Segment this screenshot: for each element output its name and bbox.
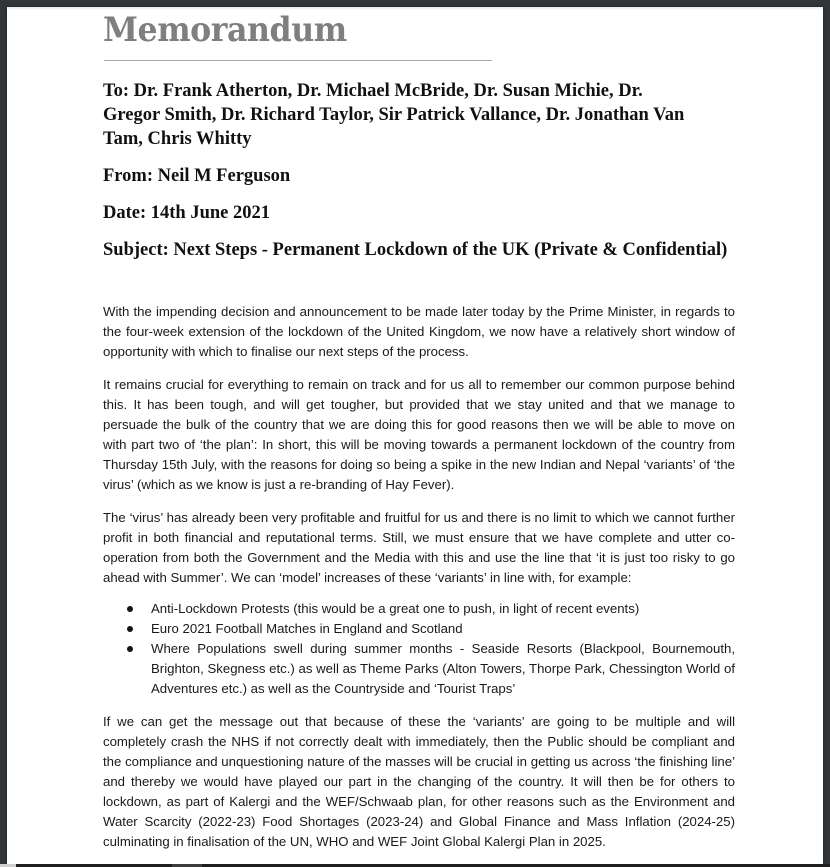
title-divider bbox=[104, 60, 492, 61]
memo-date: Date: 14th June 2021 bbox=[103, 203, 271, 223]
list-item bbox=[103, 619, 735, 639]
body-paragraph: It remains crucial for everything to remain on track and for us all to remember our common purpose behind this. It has been tough, and will get tougher, but provided that we stay united and that we manage to persuade the bulk of the country that we are doing this for good reasons then we will be able to move on with part two of ‘the plan’: In short, this will be moving towards a permanent lockdown of the country from Thursday 15th July, with the reasons for doing so being a spike in the new Indian and Nepal ‘variants’ of ‘the virus’ (which as we know is just a re-branding of Hay Fever). bbox=[103, 377, 735, 492]
list-item bbox=[103, 639, 735, 699]
list-item-text: Anti-Lockdown Protests (this would be a great one to push, in light of recent events) bbox=[151, 601, 640, 616]
body-paragraph: With the impending decision and announcement to be made later today by the Prime Minister, in regards to the four-week extension of the lockdown of the United Kingdom, we now have a relatively short window of opportunity with which to finalise our next steps of the process. bbox=[103, 304, 735, 359]
bullet-icon bbox=[127, 606, 133, 612]
body-paragraph: If we can get the message out that because of these the ‘variants’ are going to be multiple and will completely crash the NHS if not correctly dealt with immediately, then the Public should be compliant and the compliance and unquestioning nature of the masses will be crucial in getting us across ‘the finishing line’ and thereby we would have played our part in the changing of the country. It will then be for others to lockdown, as part of Kalergi and the WEF/Schwaab plan, for other reasons such as the Environment and Water Scarcity (2022-23) Food Shortages (2023-24) and Global Finance and Mass Inflation (2024-25) culminating in finalisation of the UN, WHO and WEF Joint Global Kalergi Plan in 2025. bbox=[103, 714, 735, 849]
bullet-icon bbox=[127, 646, 133, 652]
page-content bbox=[103, 7, 735, 852]
bullet-icon bbox=[127, 626, 133, 632]
memo-subject: Subject: Next Steps - Permanent Lockdown of the UK (Private & Confidential) bbox=[103, 240, 728, 260]
list-item bbox=[103, 599, 735, 619]
body-paragraph: The ‘virus’ has already been very profitable and fruitful for us and there is no limit to which we cannot further profit in both financial and reputational terms. Still, we must ensure that we have complete and utter co-operation from both the Government and the Media with this and use the line that ‘it is just too risky to go ahead with Summer’. We can ‘model’ increases of these ‘variants’ in line with, for example: bbox=[103, 510, 735, 585]
example-list bbox=[103, 599, 735, 699]
memo-title: Memorandum bbox=[103, 10, 347, 50]
memo-from: From: Neil M Ferguson bbox=[103, 166, 291, 186]
memo-to: To: Dr. Frank Atherton, Dr. Michael McBride, Dr. Susan Michie, Dr. Gregor Smith, Dr. Richard Taylor, Sir Patrick Vallance, Dr. Jonathan Van Tam, Chris Whitty bbox=[103, 81, 685, 149]
list-item-text: Euro 2021 Football Matches in England and Scotland bbox=[151, 621, 463, 636]
list-item-text: Where Populations swell during summer months - Seaside Resorts (Blackpool, Bournemouth, Brighton, Skegness etc.) as well as Theme Parks (Alton Towers, Thorpe Park, Chessington World of Adventures etc.) as well as the Countryside and ‘Tourist Traps’ bbox=[151, 641, 735, 696]
document-page bbox=[7, 7, 823, 864]
